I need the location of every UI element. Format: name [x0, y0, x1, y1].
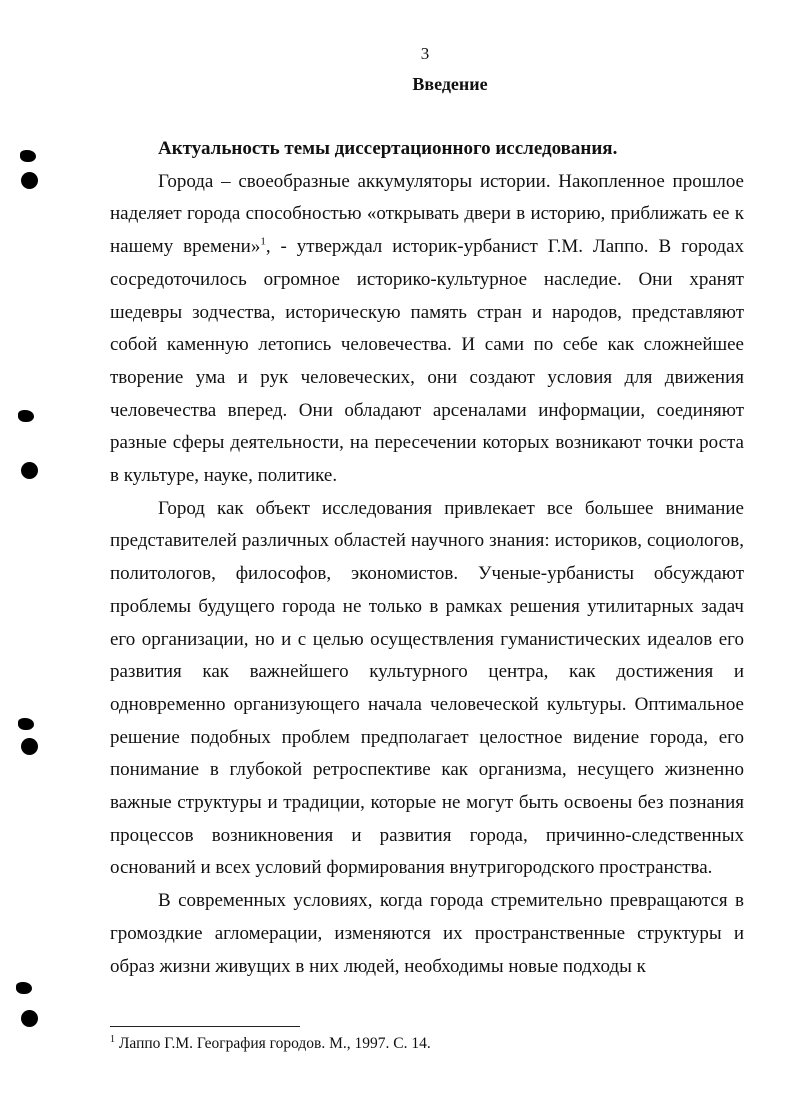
- paragraph-1-text-a: Города – своеобразные аккумуляторы истории. Накопленное прошлое наделяет города способностью «открывать двери в историю, приближать ее к нашему времени»: [110, 170, 744, 258]
- paragraph-3: В современных условиях, когда города стремительно превращаются в громоздкие агломерации, изменяются их пространственные структуры и образ жизни живущих в них людей, необходимы новые подходы к: [110, 890, 744, 977]
- punch-hole: [21, 738, 38, 755]
- punch-hole: [21, 172, 38, 189]
- punch-hole: [21, 1010, 38, 1027]
- footnote: [110, 1035, 750, 1053]
- punch-hole: [21, 462, 38, 479]
- paragraph-2: Город как объект исследования привлекает все большее внимание представителей различных областей научного знания: историков, социологов, политологов, философов, экономистов. Ученые-урбанисты обсуждают проблемы будущего города не только в рамках решения утилитарных задач его организации, но и с целью осуществления гуманистических идеалов его развития как важнейшего культурного центра, как достижения и одновременно организующего начала человеческой культуры. Оптимальное решение подобных проблем предполагает целостное видение города, его понимание в глубокой ретроспективе как организма, несущего жизненно важные структуры и традиции, которые не могут быть освоены без познания процессов возникновения и развития города, причинно-следственных оснований и всех условий формирования внутригородского пространства.: [110, 497, 744, 879]
- paragraph-1: [110, 166, 744, 493]
- binder-mark: [18, 410, 34, 422]
- footnote-text: Лаппо Г.М. География городов. М., 1997. С. 14.: [115, 1035, 431, 1052]
- page-number: 3: [420, 44, 430, 63]
- document-body: [110, 133, 744, 983]
- footnote-reference: 1: [260, 235, 266, 248]
- section-title: Актуальность темы диссертационного исследования.: [158, 138, 618, 159]
- footnote-number: 1: [110, 1033, 115, 1045]
- footnote-divider: [110, 1026, 300, 1027]
- paragraph-1-text-b: , - утверждал историк-урбанист Г.М. Лаппо. В городах сосредоточилось огромное историко-культурное наследие. Они хранят шедевры зодчества, историческую память стран и народов, представляют собой каменную летопись человечества. И сами по себе как сложнейшее творение ума и рук человеческих, они создают условия для движения человечества вперед. Они обладают арсеналами информации, соединяют разные сферы деятельности, на пересечении которых возникают точки роста в культуре, науке, политике.: [110, 236, 744, 487]
- page-heading: Введение: [412, 74, 488, 94]
- binder-mark: [16, 982, 32, 994]
- binder-mark: [20, 150, 36, 162]
- binder-mark: [18, 718, 34, 730]
